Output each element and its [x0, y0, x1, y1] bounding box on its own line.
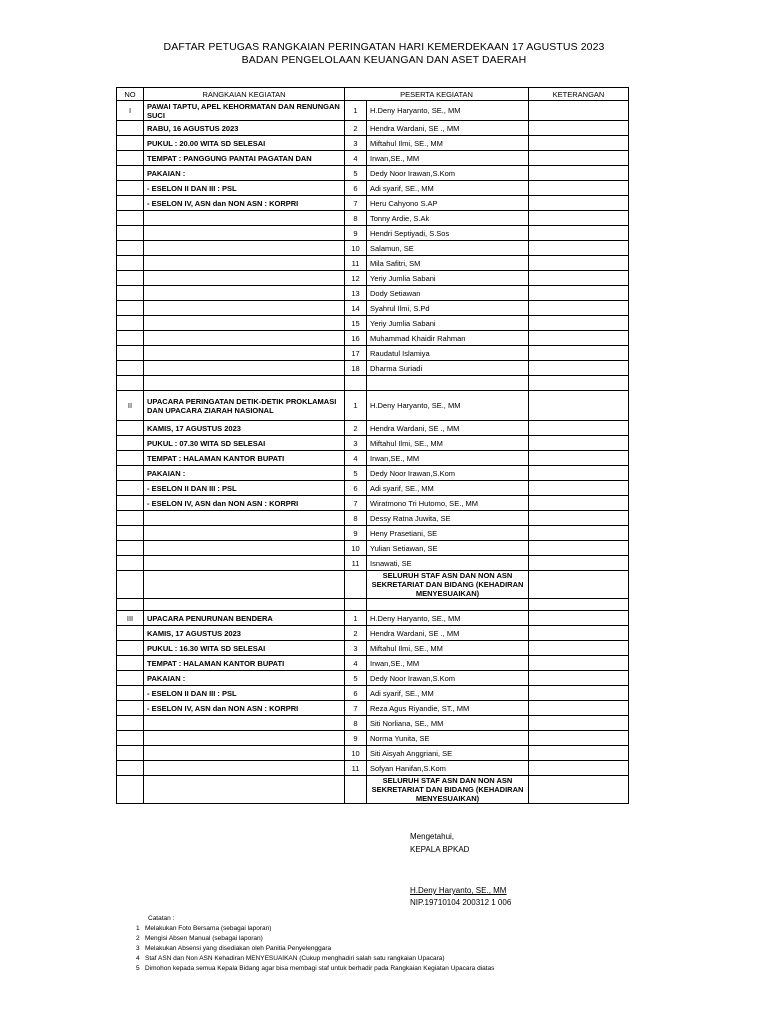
note-item — [136, 924, 494, 934]
cell-no — [117, 466, 144, 481]
cell-participant: Salamun, SE — [367, 241, 529, 256]
note-number: 2 — [136, 935, 140, 942]
cell-participant: Tonny Ardie, S.Ak — [367, 211, 529, 226]
cell-activity: - ESELON II DAN III : PSL — [144, 181, 345, 196]
cell-remarks — [529, 481, 629, 496]
cell-remarks — [529, 256, 629, 271]
cell-participant — [367, 599, 529, 611]
cell-activity — [144, 286, 345, 301]
table-row — [117, 451, 629, 466]
cell-no — [117, 166, 144, 181]
cell-remarks — [529, 599, 629, 611]
cell-remarks — [529, 151, 629, 166]
cell-activity: UPACARA PENURUNAN BENDERA — [144, 611, 345, 626]
table-row — [117, 121, 629, 136]
table-row — [117, 376, 629, 391]
cell-remarks — [529, 541, 629, 556]
cell-no — [117, 316, 144, 331]
cell-participant: Dody Setiawan — [367, 286, 529, 301]
cell-no — [117, 211, 144, 226]
cell-remarks — [529, 376, 629, 391]
cell-activity: - ESELON IV, ASN dan NON ASN : KORPRI — [144, 701, 345, 716]
cell-no — [117, 286, 144, 301]
cell-participant-number: 9 — [345, 731, 367, 746]
cell-remarks — [529, 226, 629, 241]
roster-body — [117, 101, 629, 804]
cell-participant: H.Deny Haryanto, SE., MM — [367, 101, 529, 121]
cell-remarks — [529, 746, 629, 761]
signatory-position: KEPALA BPKAD — [410, 845, 470, 854]
cell-remarks — [529, 496, 629, 511]
cell-remarks — [529, 686, 629, 701]
table-row — [117, 136, 629, 151]
cell-activity — [144, 346, 345, 361]
cell-remarks — [529, 671, 629, 686]
cell-remarks — [529, 181, 629, 196]
document-subtitle: BADAN PENGELOLAAN KEUANGAN DAN ASET DAERAH — [241, 54, 527, 66]
cell-activity — [144, 571, 345, 599]
cell-activity — [144, 776, 345, 804]
cell-participant: Hendra Wardani, SE ., MM — [367, 626, 529, 641]
cell-participant: Dedy Noor Irawan,S.Kom — [367, 466, 529, 481]
cell-activity: PAWAI TAPTU, APEL KEHORMATAN DAN RENUNGAN SUCI — [144, 101, 345, 121]
cell-participant-number: 8 — [345, 716, 367, 731]
cell-remarks — [529, 196, 629, 211]
table-row — [117, 701, 629, 716]
header-no: NO — [117, 88, 144, 101]
document-title: DAFTAR PETUGAS RANGKAIAN PERINGATAN HARI KEMERDEKAAN 17 AGUSTUS 2023 — [163, 41, 605, 53]
cell-participant-number: 18 — [345, 361, 367, 376]
cell-participant-number: 6 — [345, 181, 367, 196]
cell-no — [117, 686, 144, 701]
table-row — [117, 421, 629, 436]
table-header-row — [117, 88, 629, 101]
notes-heading: Catatan : — [148, 915, 175, 922]
cell-participant-number: 6 — [345, 686, 367, 701]
cell-participant-number: 8 — [345, 211, 367, 226]
table-row — [117, 686, 629, 701]
table-row — [117, 256, 629, 271]
cell-participant: SELURUH STAF ASN DAN NON ASN SEKRETARIAT DAN BIDANG (KEHADIRAN MENYESUAIKAN) — [367, 776, 529, 804]
note-number: 3 — [136, 945, 140, 952]
cell-participant-number: 9 — [345, 526, 367, 541]
cell-remarks — [529, 211, 629, 226]
cell-no — [117, 331, 144, 346]
notes-list — [136, 924, 494, 974]
cell-participant-number: 1 — [345, 611, 367, 626]
cell-activity — [144, 316, 345, 331]
cell-remarks — [529, 436, 629, 451]
cell-participant-number — [345, 571, 367, 599]
table-row — [117, 316, 629, 331]
cell-activity: KAMIS, 17 AGUSTUS 2023 — [144, 421, 345, 436]
cell-participant: Heny Prasetiani, SE — [367, 526, 529, 541]
cell-no — [117, 511, 144, 526]
cell-no — [117, 599, 144, 611]
cell-participant-number: 3 — [345, 641, 367, 656]
cell-no: III — [117, 611, 144, 626]
cell-activity — [144, 331, 345, 346]
table-row — [117, 196, 629, 211]
cell-remarks — [529, 776, 629, 804]
cell-remarks — [529, 466, 629, 481]
note-item — [136, 944, 494, 954]
table-row — [117, 626, 629, 641]
cell-participant: Dessy Ratna Juwita, SE — [367, 511, 529, 526]
cell-participant-number: 6 — [345, 481, 367, 496]
note-number: 1 — [136, 925, 140, 932]
table-row — [117, 671, 629, 686]
cell-remarks — [529, 391, 629, 421]
cell-remarks — [529, 526, 629, 541]
cell-remarks — [529, 421, 629, 436]
cell-participant-number: 2 — [345, 421, 367, 436]
table-row — [117, 211, 629, 226]
cell-no — [117, 301, 144, 316]
cell-participant: Yeriy Jumlia Sabani — [367, 271, 529, 286]
cell-activity — [144, 376, 345, 391]
cell-participant: Wiratmono Tri Hutomo, SE., MM — [367, 496, 529, 511]
cell-participant-number: 10 — [345, 541, 367, 556]
cell-activity — [144, 241, 345, 256]
table-row — [117, 746, 629, 761]
cell-participant-number: 5 — [345, 166, 367, 181]
cell-activity: - ESELON II DAN III : PSL — [144, 686, 345, 701]
cell-no: I — [117, 101, 144, 121]
note-number: 4 — [136, 955, 140, 962]
cell-remarks — [529, 331, 629, 346]
cell-activity: PAKAIAN : — [144, 466, 345, 481]
cell-remarks — [529, 641, 629, 656]
cell-participant-number: 11 — [345, 556, 367, 571]
cell-remarks — [529, 286, 629, 301]
cell-no — [117, 421, 144, 436]
cell-no — [117, 151, 144, 166]
cell-participant-number: 10 — [345, 241, 367, 256]
cell-no — [117, 776, 144, 804]
cell-activity: - ESELON II DAN III : PSL — [144, 481, 345, 496]
cell-remarks — [529, 761, 629, 776]
table-row — [117, 166, 629, 181]
cell-no — [117, 361, 144, 376]
cell-remarks — [529, 361, 629, 376]
cell-participant: Irwan,SE., MM — [367, 151, 529, 166]
cell-activity — [144, 746, 345, 761]
cell-participant-number — [345, 599, 367, 611]
cell-activity — [144, 599, 345, 611]
cell-participant: Adi syarif, SE., MM — [367, 481, 529, 496]
cell-no — [117, 761, 144, 776]
cell-activity: PUKUL : 20.00 WITA SD SELESAI — [144, 136, 345, 151]
table-row — [117, 776, 629, 804]
cell-no — [117, 496, 144, 511]
cell-no — [117, 241, 144, 256]
cell-remarks — [529, 701, 629, 716]
cell-no — [117, 746, 144, 761]
cell-activity — [144, 716, 345, 731]
table-row — [117, 391, 629, 421]
table-row — [117, 761, 629, 776]
cell-no — [117, 256, 144, 271]
cell-activity — [144, 761, 345, 776]
cell-remarks — [529, 136, 629, 151]
cell-remarks — [529, 626, 629, 641]
cell-participant-number: 3 — [345, 436, 367, 451]
cell-activity: TEMPAT : HALAMAN KANTOR BUPATI — [144, 451, 345, 466]
table-row — [117, 346, 629, 361]
notes-section — [136, 914, 494, 974]
note-text: Mengisi Absen Manual (sebagai laporan) — [145, 935, 263, 942]
cell-activity — [144, 301, 345, 316]
cell-no — [117, 716, 144, 731]
cell-remarks — [529, 121, 629, 136]
cell-participant-number: 12 — [345, 271, 367, 286]
cell-activity: - ESELON IV, ASN dan NON ASN : KORPRI — [144, 496, 345, 511]
cell-remarks — [529, 451, 629, 466]
cell-participant: Isnawati, SE — [367, 556, 529, 571]
cell-participant-number: 2 — [345, 121, 367, 136]
table-row — [117, 436, 629, 451]
cell-participant-number: 15 — [345, 316, 367, 331]
table-row — [117, 731, 629, 746]
cell-participant: Irwan,SE., MM — [367, 451, 529, 466]
cell-no — [117, 541, 144, 556]
cell-activity — [144, 731, 345, 746]
table-row — [117, 101, 629, 121]
cell-activity — [144, 526, 345, 541]
cell-no — [117, 136, 144, 151]
cell-participant: Siti Aisyah Anggriani, SE — [367, 746, 529, 761]
cell-participant-number: 13 — [345, 286, 367, 301]
cell-activity: KAMIS, 17 AGUSTUS 2023 — [144, 626, 345, 641]
cell-no: II — [117, 391, 144, 421]
cell-no — [117, 226, 144, 241]
cell-participant: Reza Agus Riyandie, ST., MM — [367, 701, 529, 716]
cell-participant: Yeriy Jumlia Sabani — [367, 316, 529, 331]
table-row — [117, 656, 629, 671]
signatory-name: H.Deny Haryanto, SE., MM — [410, 886, 507, 895]
cell-participant: Siti Norliana, SE., MM — [367, 716, 529, 731]
cell-no — [117, 196, 144, 211]
cell-participant-number — [345, 376, 367, 391]
cell-participant: Syahrul Ilmi, S.Pd — [367, 301, 529, 316]
cell-participant-number: 1 — [345, 101, 367, 121]
cell-activity — [144, 226, 345, 241]
cell-participant: Hendri Septiyadi, S.Sos — [367, 226, 529, 241]
cell-remarks — [529, 556, 629, 571]
cell-no — [117, 451, 144, 466]
cell-participant-number: 3 — [345, 136, 367, 151]
cell-no — [117, 181, 144, 196]
cell-participant-number: 7 — [345, 196, 367, 211]
cell-activity — [144, 256, 345, 271]
cell-no — [117, 556, 144, 571]
cell-participant-number: 4 — [345, 151, 367, 166]
table-row — [117, 331, 629, 346]
cell-activity: - ESELON IV, ASN dan NON ASN : KORPRI — [144, 196, 345, 211]
cell-participant-number: 11 — [345, 761, 367, 776]
cell-participant-number: 11 — [345, 256, 367, 271]
cell-activity: PAKAIAN : — [144, 166, 345, 181]
cell-activity: PAKAIAN : — [144, 671, 345, 686]
table-row — [117, 481, 629, 496]
cell-activity: TEMPAT : PANGGUNG PANTAI PAGATAN DAN — [144, 151, 345, 166]
header-remarks: KETERANGAN — [529, 88, 629, 101]
table-row — [117, 511, 629, 526]
cell-no — [117, 656, 144, 671]
cell-remarks — [529, 316, 629, 331]
table-row — [117, 466, 629, 481]
cell-remarks — [529, 571, 629, 599]
cell-remarks — [529, 716, 629, 731]
header-participants: PESERTA KEGIATAN — [345, 88, 529, 101]
cell-participant: Miftahul Ilmi, SE., MM — [367, 641, 529, 656]
cell-no — [117, 731, 144, 746]
table-row — [117, 271, 629, 286]
cell-participant: Miftahul Ilmi, SE., MM — [367, 136, 529, 151]
cell-participant-number: 4 — [345, 451, 367, 466]
cell-participant: Raudatul Islamiya — [367, 346, 529, 361]
cell-activity — [144, 556, 345, 571]
table-row — [117, 496, 629, 511]
cell-activity — [144, 271, 345, 286]
cell-participant-number: 2 — [345, 626, 367, 641]
cell-activity — [144, 511, 345, 526]
cell-participant: Sofyan Hanifan,S.Kom — [367, 761, 529, 776]
cell-participant: Irwan,SE., MM — [367, 656, 529, 671]
cell-participant-number: 5 — [345, 671, 367, 686]
cell-no — [117, 701, 144, 716]
note-text: Melakukan Foto Bersama (sebagai laporan) — [145, 925, 272, 932]
note-item — [136, 934, 494, 944]
cell-participant-number: 14 — [345, 301, 367, 316]
table-row — [117, 641, 629, 656]
cell-activity: TEMPAT : HALAMAN KANTOR BUPATI — [144, 656, 345, 671]
cell-remarks — [529, 301, 629, 316]
cell-participant-number: 10 — [345, 746, 367, 761]
table-row — [117, 716, 629, 731]
cell-activity — [144, 541, 345, 556]
cell-remarks — [529, 511, 629, 526]
cell-no — [117, 481, 144, 496]
table-row — [117, 541, 629, 556]
cell-participant — [367, 376, 529, 391]
note-text: Melakukan Absensi yang disediakan oleh Panitia Penyelenggara — [145, 945, 332, 952]
table-row — [117, 611, 629, 626]
table-row — [117, 226, 629, 241]
acknowledged-label: Mengetahui, — [410, 832, 455, 841]
cell-participant: Muhammad Khaidir Rahman — [367, 331, 529, 346]
cell-participant: Yulian Setiawan, SE — [367, 541, 529, 556]
cell-participant: H.Deny Haryanto, SE., MM — [367, 611, 529, 626]
cell-no — [117, 346, 144, 361]
cell-participant-number: 5 — [345, 466, 367, 481]
note-number: 5 — [136, 965, 140, 972]
note-item — [136, 964, 494, 974]
cell-no — [117, 641, 144, 656]
cell-remarks — [529, 166, 629, 181]
cell-participant: SELURUH STAF ASN DAN NON ASN SEKRETARIAT DAN BIDANG (KEHADIRAN MENYESUAIKAN) — [367, 571, 529, 599]
header-activity: RANGKAIAN KEGIATAN — [144, 88, 345, 101]
cell-participant-number: 9 — [345, 226, 367, 241]
cell-participant: Mila Safitri, SM — [367, 256, 529, 271]
cell-no — [117, 121, 144, 136]
cell-no — [117, 436, 144, 451]
cell-activity: PUKUL : 16.30 WITA SD SELESAI — [144, 641, 345, 656]
cell-participant-number: 8 — [345, 511, 367, 526]
table-row — [117, 556, 629, 571]
cell-participant-number: 17 — [345, 346, 367, 361]
cell-remarks — [529, 731, 629, 746]
cell-participant-number: 1 — [345, 391, 367, 421]
table-row — [117, 599, 629, 611]
cell-remarks — [529, 101, 629, 121]
cell-participant: Heru Cahyono S.AP — [367, 196, 529, 211]
note-text: Dimohon kepada semua Kepala Bidang agar bisa membagi staf untuk berhadir pada Rangkaian Kegiatan Upacara diatas — [145, 965, 495, 972]
cell-participant: Adi syarif, SE., MM — [367, 686, 529, 701]
table-row — [117, 571, 629, 599]
cell-remarks — [529, 346, 629, 361]
cell-participant-number — [345, 776, 367, 804]
cell-participant: Miftahul Ilmi, SE., MM — [367, 436, 529, 451]
cell-participant-number: 16 — [345, 331, 367, 346]
cell-no — [117, 626, 144, 641]
cell-participant: Dedy Noor Irawan,S.Kom — [367, 166, 529, 181]
cell-participant: Hendra Wardani, SE ., MM — [367, 121, 529, 136]
cell-participant: Dharma Suriadi — [367, 361, 529, 376]
cell-activity — [144, 361, 345, 376]
note-text: Staf ASN dan Non ASN Kehadiran MENYESUAIKAN (Cukup menghadiri salah satu rangkaian Upacara) — [145, 955, 445, 962]
cell-activity: RABU, 16 AGUSTUS 2023 — [144, 121, 345, 136]
duty-roster-table — [116, 87, 629, 804]
cell-no — [117, 671, 144, 686]
cell-activity — [144, 211, 345, 226]
cell-no — [117, 271, 144, 286]
cell-no — [117, 571, 144, 599]
cell-participant-number: 4 — [345, 656, 367, 671]
cell-participant: Norma Yunita, SE — [367, 731, 529, 746]
cell-participant-number: 7 — [345, 701, 367, 716]
cell-participant-number: 7 — [345, 496, 367, 511]
cell-remarks — [529, 241, 629, 256]
table-row — [117, 301, 629, 316]
table-row — [117, 241, 629, 256]
table-row — [117, 361, 629, 376]
note-item — [136, 954, 494, 964]
cell-remarks — [529, 656, 629, 671]
cell-participant: H.Deny Haryanto, SE., MM — [367, 391, 529, 421]
cell-remarks — [529, 611, 629, 626]
table-row — [117, 151, 629, 166]
table-row — [117, 526, 629, 541]
cell-no — [117, 526, 144, 541]
signatory-nip: NIP.19710104 200312 1 006 — [410, 898, 512, 907]
cell-participant: Hendra Wardani, SE ., MM — [367, 421, 529, 436]
cell-activity: UPACARA PERINGATAN DETIK-DETIK PROKLAMASI DAN UPACARA ZIARAH NASIONAL — [144, 391, 345, 421]
cell-participant: Dedy Noor Irawan,S.Kom — [367, 671, 529, 686]
cell-remarks — [529, 271, 629, 286]
cell-activity: PUKUL : 07.30 WITA SD SELESAI — [144, 436, 345, 451]
cell-no — [117, 376, 144, 391]
table-row — [117, 286, 629, 301]
cell-participant: Adi syarif, SE., MM — [367, 181, 529, 196]
table-row — [117, 181, 629, 196]
